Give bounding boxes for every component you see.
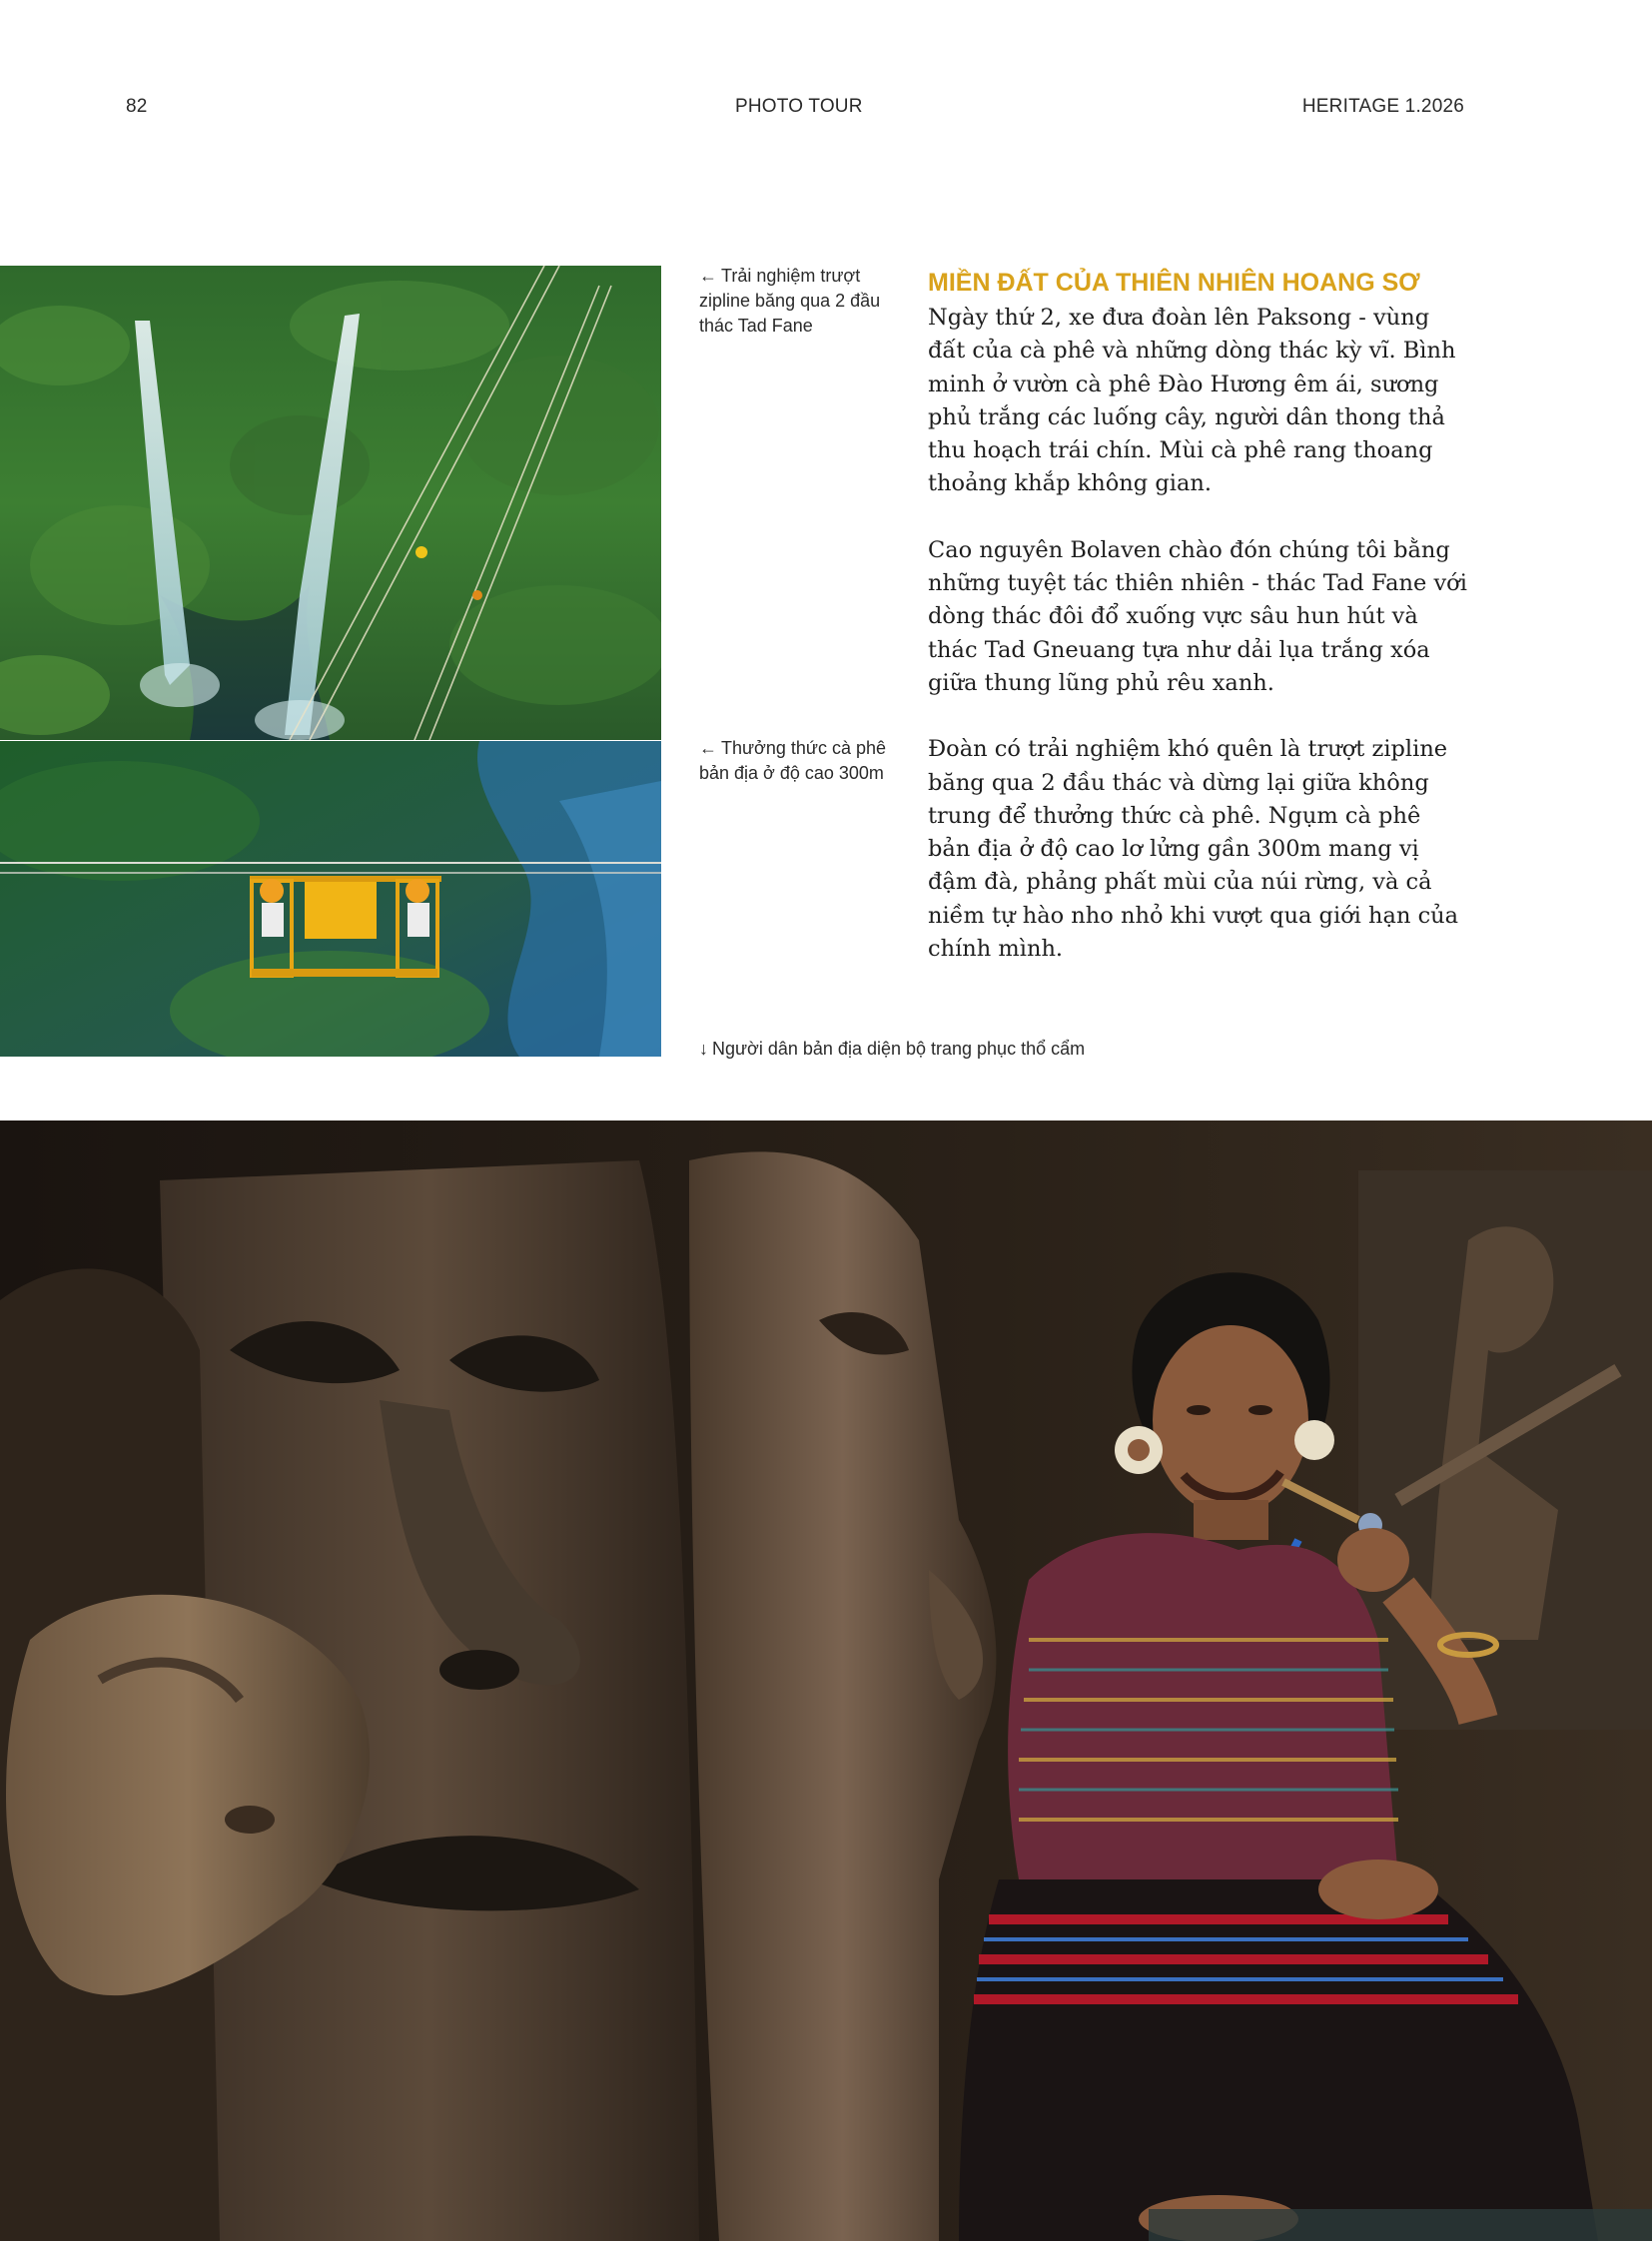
article-paragraph: Ngày thứ 2, xe đưa đoàn lên Paksong - vùng đất của cà phê và những dòng thác kỳ vĩ. Bình minh ở vườn cà phê Đào Hương êm ái, sương phủ trắng các luống cây, người dân thong thả thu hoạch trái chín. Mùi cà phê rang thoang thoảng khắp không gian.: [928, 305, 1456, 497]
caption-waterfall: [699, 264, 899, 339]
caption-text: Người dân bản địa diện bộ trang phục thổ cẩm: [712, 1039, 1086, 1059]
article-body: [928, 266, 1467, 999]
waterfall-zipline-illustration: [0, 266, 661, 740]
caption-portrait: [699, 1037, 1219, 1062]
section-label: PHOTO TOUR: [735, 96, 863, 117]
issue-label: HERITAGE 1.2026: [1301, 96, 1464, 117]
arrow-left-icon: ←: [699, 266, 717, 286]
caption-text: Trải nghiệm trượt zipline băng qua 2 đầu thác Tad Fane: [699, 266, 881, 336]
page-number: 82: [126, 96, 148, 117]
arrow-down-icon: ↓: [699, 1039, 708, 1059]
caption-coffee: [699, 736, 899, 786]
waterfall-zipline-photo: [0, 266, 661, 740]
zipline-coffee-illustration: [0, 741, 661, 1057]
villager-portrait-photo: [0, 1120, 1652, 2241]
running-header: [126, 96, 1464, 124]
article-paragraph: Đoàn có trải nghiệm khó quên là trượt zipline băng qua 2 đầu thác và dừng lại giữa không trung để thưởng thức cà phê. Ngụm cà phê bản địa ở độ cao lơ lửng gần 300m mang vị đậm đà, phảng phất mùi của núi rừng, và cả niềm tự hào nho nhỏ khi vượt qua giới hạn của chính mình.: [928, 736, 1459, 963]
article-paragraph: Cao nguyên Bolaven chào đón chúng tôi bằng những tuyệt tác thiên nhiên - thác Tad Fane với dòng thác đôi đổ xuống vực sâu hun hút và thác Tad Gneuang tựa như dải lụa trắng xóa giữa thung lũng phủ rêu xanh.: [928, 536, 1467, 696]
arrow-left-icon: ←: [699, 738, 717, 758]
article-heading: MIỀN ĐẤT CỦA THIÊN NHIÊN HOANG SƠ: [928, 269, 1420, 297]
villager-portrait-illustration: [0, 1120, 1652, 2241]
zipline-coffee-photo: [0, 741, 661, 1057]
caption-text: Thưởng thức cà phê bản địa ở độ cao 300m: [699, 738, 886, 783]
